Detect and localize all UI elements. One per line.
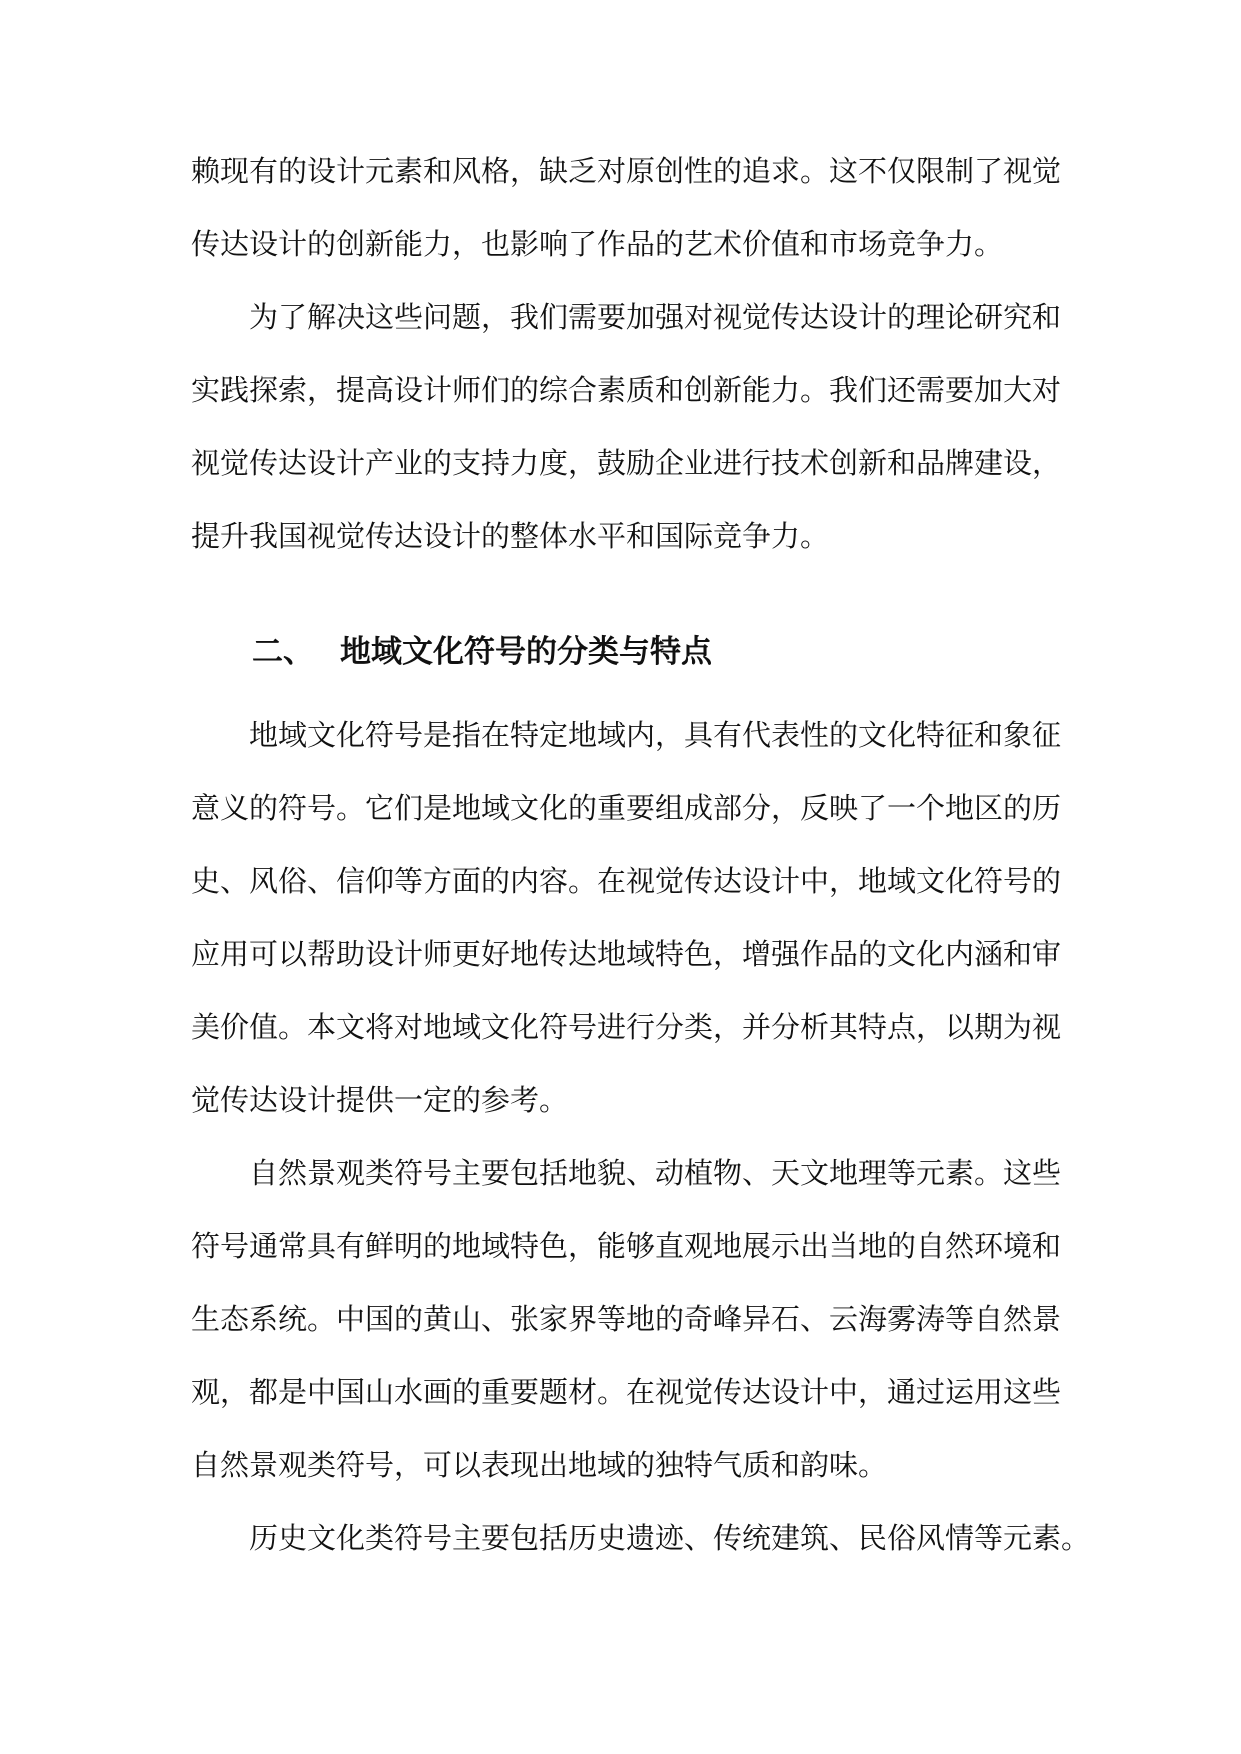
paragraph-line: 地域文化符号是指在特定地域内，具有代表性的文化特征和象征 xyxy=(249,718,1062,752)
paragraph-line: 提升我国视觉传达设计的整体水平和国际竞争力。 xyxy=(191,519,830,553)
paragraph-line: 应用可以帮助设计师更好地传达地域特色，增强作品的文化内涵和审 xyxy=(191,937,1062,971)
paragraph-line: 实践探索，提高设计师们的综合素质和创新能力。我们还需要加大对 xyxy=(191,373,1062,407)
paragraph-line: 觉传达设计提供一定的参考。 xyxy=(191,1083,569,1117)
section-number: 二、 xyxy=(252,634,314,670)
paragraph-line: 意义的符号。它们是地域文化的重要组成部分，反映了一个地区的历 xyxy=(191,791,1062,825)
paragraph-line: 赖现有的设计元素和风格，缺乏对原创性的追求。这不仅限制了视觉 xyxy=(191,154,1062,188)
paragraph-line: 美价值。本文将对地域文化符号进行分类，并分析其特点，以期为视 xyxy=(191,1010,1062,1044)
paragraph-line: 观，都是中国山水画的重要题材。在视觉传达设计中，通过运用这些 xyxy=(191,1375,1062,1409)
paragraph-line: 自然景观类符号，可以表现出地域的独特气质和韵味。 xyxy=(191,1448,888,1482)
paragraph-line: 史、风俗、信仰等方面的内容。在视觉传达设计中，地域文化符号的 xyxy=(191,864,1062,898)
paragraph-line: 符号通常具有鲜明的地域特色，能够直观地展示出当地的自然环境和 xyxy=(191,1229,1062,1263)
paragraph-line: 为了解决这些问题，我们需要加强对视觉传达设计的理论研究和 xyxy=(249,300,1062,334)
paragraph-line: 传达设计的创新能力，也影响了作品的艺术价值和市场竞争力。 xyxy=(191,227,1004,261)
paragraph-line: 视觉传达设计产业的支持力度，鼓励企业进行技术创新和品牌建设， xyxy=(191,446,1062,480)
section-heading xyxy=(252,630,712,674)
paragraph-line: 历史文化类符号主要包括历史遗迹、传统建筑、民俗风情等元素。 xyxy=(249,1521,1091,1555)
section-title: 地域文化符号的分类与特点 xyxy=(340,634,712,670)
paragraph-line: 自然景观类符号主要包括地貌、动植物、天文地理等元素。这些 xyxy=(249,1156,1062,1190)
paragraph-line: 生态系统。中国的黄山、张家界等地的奇峰异石、云海雾涛等自然景 xyxy=(191,1302,1062,1336)
